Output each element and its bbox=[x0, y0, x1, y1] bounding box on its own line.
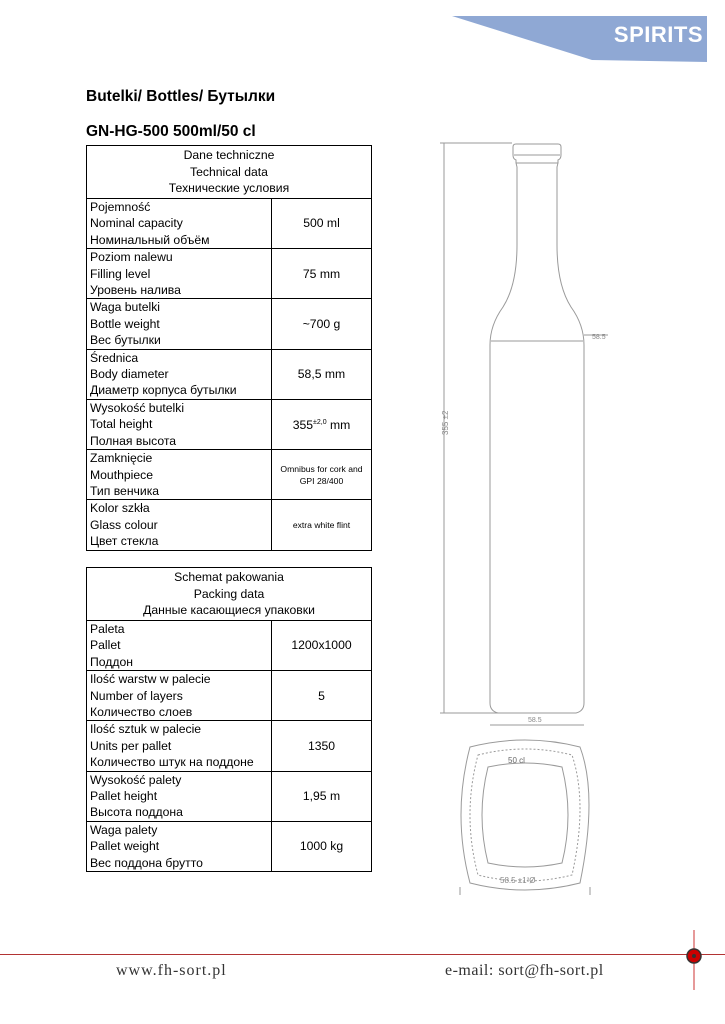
label-pl: Zamknięcie bbox=[90, 451, 153, 466]
label-en: Body diameter bbox=[90, 367, 169, 382]
row-label bbox=[87, 721, 272, 771]
height-value: 355 bbox=[292, 418, 314, 433]
table-row bbox=[87, 671, 372, 721]
row-value: 1000 kg bbox=[272, 821, 372, 871]
table-row bbox=[87, 349, 372, 399]
table-row bbox=[87, 450, 372, 500]
table-row bbox=[87, 399, 372, 449]
label-ru: Вес поддона брутто bbox=[90, 855, 203, 870]
table-row bbox=[87, 771, 372, 821]
height-tolerance: ±2,0 bbox=[313, 419, 327, 427]
label-ru: Полная высота bbox=[90, 433, 177, 448]
label-en: Nominal capacity bbox=[90, 216, 183, 231]
table-header bbox=[87, 568, 372, 621]
row-value: 58,5 mm bbox=[272, 349, 372, 399]
label-en: Pallet bbox=[90, 638, 121, 653]
table-row bbox=[87, 299, 372, 349]
label-ru: Вес бутылки bbox=[90, 333, 161, 348]
table-header-row bbox=[87, 146, 372, 199]
label-pl: Wysokość butelki bbox=[90, 400, 185, 415]
row-value: ~700 g bbox=[272, 299, 372, 349]
mouthpiece-line: Omnibus for cork and bbox=[280, 463, 363, 474]
table-row bbox=[87, 721, 372, 771]
label-en: Total height bbox=[90, 417, 153, 432]
row-value: 500 ml bbox=[272, 199, 372, 249]
header-line: Dane techniczne bbox=[183, 148, 275, 163]
label-en: Filling level bbox=[90, 266, 151, 281]
label-ru: Цвет стекла bbox=[90, 534, 159, 549]
row-value: 1,95 m bbox=[272, 771, 372, 821]
label-ru: Количество штук на поддоне bbox=[90, 755, 254, 770]
label-ru: Поддон bbox=[90, 654, 134, 669]
label-en: Number of layers bbox=[90, 688, 183, 703]
table-header bbox=[87, 146, 372, 199]
table-row bbox=[87, 249, 372, 299]
label-en: Bottle weight bbox=[90, 316, 160, 331]
row-label bbox=[87, 399, 272, 449]
row-label bbox=[87, 821, 272, 871]
footer-email: e-mail: sort@fh-sort.pl bbox=[445, 962, 604, 979]
row-value bbox=[272, 399, 372, 449]
label-pl: Ilość warstw w palecie bbox=[90, 672, 211, 687]
label-pl: Kolor szkła bbox=[90, 501, 150, 516]
label-ru: Уровень налива bbox=[90, 283, 181, 298]
label-pl: Paleta bbox=[90, 622, 125, 636]
header-line: Данные касающиеся упаковки bbox=[143, 603, 315, 618]
row-label bbox=[87, 671, 272, 721]
bottle-technical-drawing bbox=[430, 135, 610, 895]
height-label: 355 ±2 bbox=[441, 410, 450, 435]
row-label bbox=[87, 771, 272, 821]
label-ru: Количество слоев bbox=[90, 705, 193, 720]
technical-data-table bbox=[86, 145, 372, 551]
table-row bbox=[87, 199, 372, 249]
label-en: Units per pallet bbox=[90, 738, 172, 753]
header-line: Packing data bbox=[193, 586, 265, 601]
row-label bbox=[87, 249, 272, 299]
label-pl: Wysokość palety bbox=[90, 772, 182, 787]
label-ru: Диаметр корпуса бутылки bbox=[90, 383, 237, 398]
row-value bbox=[272, 450, 372, 500]
row-label bbox=[87, 500, 272, 550]
volume-mark: 50 cl bbox=[508, 756, 525, 765]
bottle-outline bbox=[490, 144, 584, 713]
row-value: 1200x1000 bbox=[272, 621, 372, 671]
table-row bbox=[87, 500, 372, 550]
mouthpiece-line: GPI 28/400 bbox=[299, 475, 344, 486]
table-row bbox=[87, 621, 372, 671]
product-code: GN-HG-500 500ml/50 cl bbox=[86, 123, 256, 140]
label-ru: Номинальный объём bbox=[90, 232, 210, 247]
row-value: extra white flint bbox=[272, 500, 372, 550]
height-unit: mm bbox=[326, 418, 351, 433]
banner-label: SPIRITS bbox=[613, 22, 703, 47]
row-label bbox=[87, 199, 272, 249]
header-line: Технические условия bbox=[168, 181, 290, 196]
label-en: Pallet weight bbox=[90, 839, 160, 854]
footer-target-icon bbox=[676, 930, 712, 990]
row-label bbox=[87, 349, 272, 399]
diameter-label-top-view: 58.5 ±1²Ø bbox=[500, 876, 536, 885]
table-header-row bbox=[87, 568, 372, 621]
diameter-label-base: 58.5 bbox=[528, 717, 542, 724]
row-value: 75 mm bbox=[272, 249, 372, 299]
packing-data-table bbox=[86, 567, 372, 872]
diameter-label-side: 58.5 bbox=[592, 334, 606, 341]
spirits-banner bbox=[452, 16, 707, 62]
label-pl: Średnica bbox=[90, 350, 139, 365]
label-pl: Waga butelki bbox=[90, 300, 161, 315]
footer-divider bbox=[0, 954, 725, 955]
label-en: Glass colour bbox=[90, 517, 158, 532]
label-pl: Poziom nalewu bbox=[90, 250, 173, 265]
label-pl: Pojemność bbox=[90, 200, 151, 214]
label-pl: Waga palety bbox=[90, 822, 158, 837]
label-en: Mouthpiece bbox=[90, 467, 154, 482]
label-en: Pallet height bbox=[90, 789, 158, 804]
page-title: Butelki/ Bottles/ Бутылки bbox=[86, 88, 276, 105]
label-ru: Тип венчика bbox=[90, 483, 160, 498]
table-row bbox=[87, 821, 372, 871]
row-value: 1350 bbox=[272, 721, 372, 771]
footer-website: www.fh-sort.pl bbox=[116, 962, 227, 979]
header-line: Technical data bbox=[190, 164, 268, 179]
row-label bbox=[87, 299, 272, 349]
header-line: Schemat pakowania bbox=[174, 570, 284, 585]
row-label bbox=[87, 621, 272, 671]
label-ru: Высота поддона bbox=[90, 805, 183, 820]
row-value: 5 bbox=[272, 671, 372, 721]
row-label bbox=[87, 450, 272, 500]
label-pl: Ilość sztuk w palecie bbox=[90, 722, 202, 737]
